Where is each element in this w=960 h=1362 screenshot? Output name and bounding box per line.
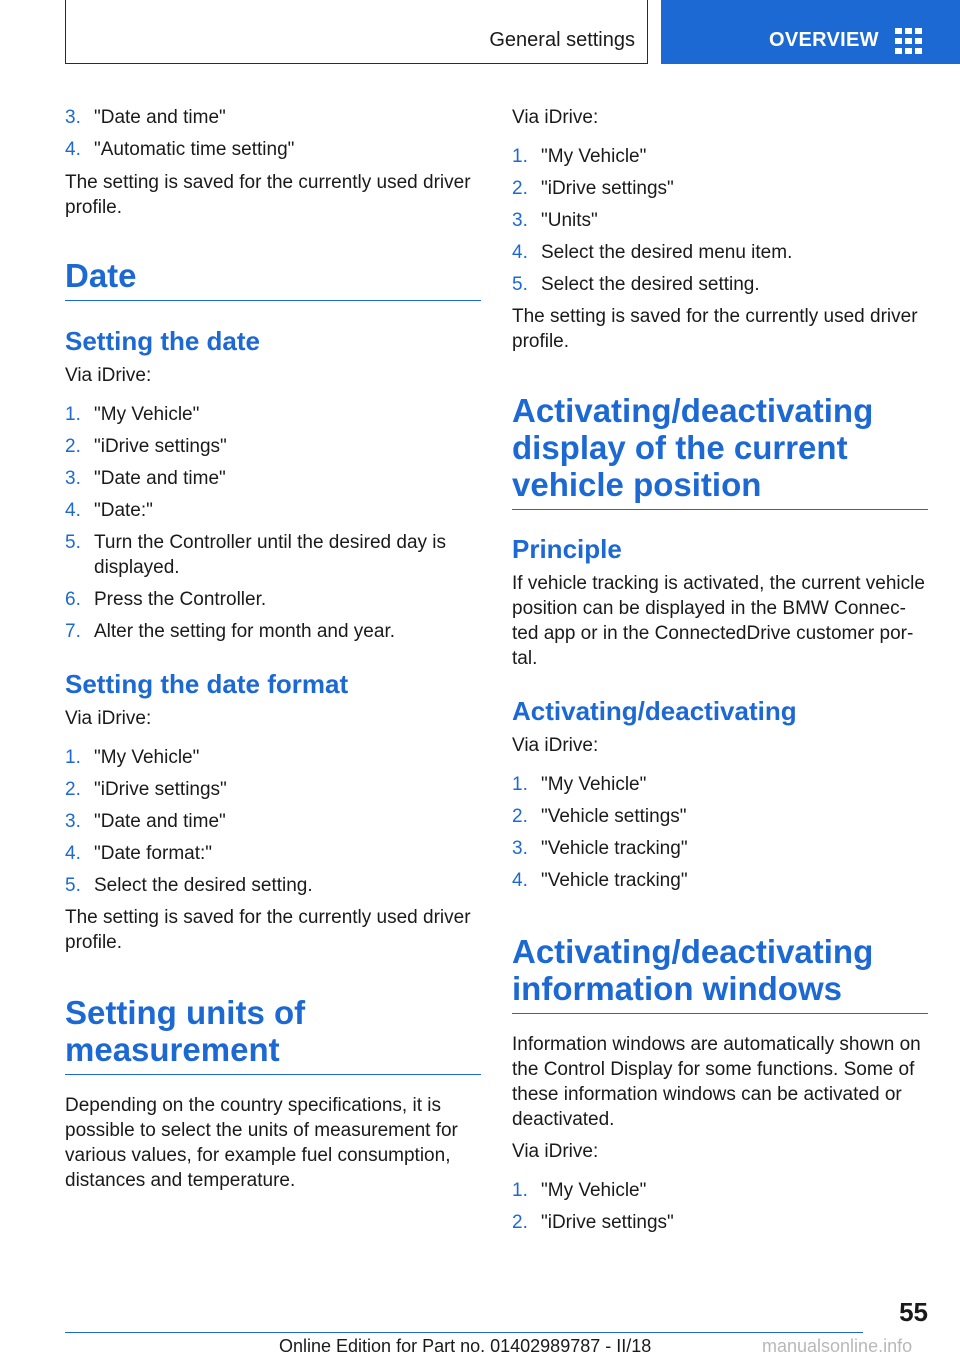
date-format-steps-list	[65, 745, 481, 905]
list-item-text: "Date and time"	[94, 107, 226, 128]
saved-note: The setting is saved for the currently used driver profile.	[512, 306, 918, 352]
list-item-text: "Automatic time setting"	[94, 139, 295, 160]
list-item	[65, 434, 481, 459]
list-item-number: 1.	[65, 747, 81, 768]
list-item-number: 4.	[512, 870, 528, 891]
list-item	[65, 498, 481, 523]
list-item-number: 5.	[512, 274, 528, 295]
list-item-number: 5.	[65, 532, 81, 553]
heading-units: Setting units of measurement	[65, 994, 481, 1075]
list-item-number: 1.	[512, 1180, 528, 1201]
list-item	[65, 809, 481, 834]
list-item	[65, 745, 481, 770]
via-idrive: Via iDrive:	[512, 1141, 599, 1162]
via-idrive: Via iDrive:	[512, 107, 599, 128]
tracking-steps-list	[512, 772, 928, 900]
list-item	[65, 105, 481, 130]
list-item-text: "My Vehicle"	[541, 1180, 647, 1201]
list-item-text: "Date and time"	[94, 811, 226, 832]
list-item-text: "My Vehicle"	[541, 774, 647, 795]
list-item-number: 3.	[512, 210, 528, 231]
units-description: Depending on the country specifications, it is possible to select the units of measurement for various values, for example fuel consumption, distances and temperature.	[65, 1095, 458, 1191]
list-item-text: "Date and time"	[94, 468, 226, 489]
list-item-number: 5.	[65, 875, 81, 896]
list-item-number: 1.	[65, 404, 81, 425]
units-steps-list	[512, 144, 928, 304]
list-item	[65, 873, 481, 898]
list-item-text: "iDrive settings"	[541, 1212, 674, 1233]
heading-activating: Activating/deactivating	[512, 696, 797, 726]
list-item	[65, 587, 481, 612]
via-idrive: Via iDrive:	[65, 365, 152, 386]
header-overview-tab[interactable]	[661, 0, 960, 64]
footer-divider	[65, 1332, 863, 1333]
info-windows-text: Information windows are automatically shown on the Control Display for some functions. Some of these information windows can be activated or deactivated.	[512, 1034, 921, 1130]
list-item	[512, 176, 928, 201]
header-overview-label: OVERVIEW	[769, 29, 879, 51]
principle-text: If vehicle tracking is activated, the current vehicle position can be displayed in the BMW Connec‐ted app or in the ConnectedDrive customer por‐tal.	[512, 573, 925, 669]
list-item-number: 3.	[512, 838, 528, 859]
list-item-number: 2.	[512, 1212, 528, 1233]
list-item	[512, 1178, 928, 1203]
list-item-number: 6.	[65, 589, 81, 610]
page-number: 55	[899, 1297, 928, 1327]
saved-note: The setting is saved for the currently used driver profile.	[65, 172, 471, 218]
grid-icon[interactable]	[895, 28, 922, 54]
date-steps-list	[65, 402, 481, 651]
list-item-number: 4.	[65, 500, 81, 521]
list-item-text: "Vehicle settings"	[541, 806, 687, 827]
list-item-number: 4.	[65, 843, 81, 864]
list-item	[512, 208, 928, 233]
list-item	[65, 777, 481, 802]
saved-note: The setting is saved for the currently used driver profile.	[65, 907, 471, 953]
list-item	[65, 841, 481, 866]
list-item-text: Select the desired setting.	[541, 274, 760, 295]
list-item-number: 2.	[512, 178, 528, 199]
heading-principle: Principle	[512, 534, 622, 564]
footer-edition: Online Edition for Part no. 01402989787 - II/18	[279, 1336, 652, 1356]
via-idrive: Via iDrive:	[512, 735, 599, 756]
heading-date-format: Setting the date format	[65, 669, 349, 699]
footer-watermark: manualsonline.info	[762, 1336, 913, 1356]
list-item	[65, 402, 481, 427]
heading-date: Date	[65, 257, 481, 301]
list-item	[512, 240, 928, 265]
list-item-number: 2.	[65, 779, 81, 800]
list-item-text: Turn the Controller until the desired day is displayed.	[94, 532, 447, 578]
list-item-text: "My Vehicle"	[541, 146, 647, 167]
list-item	[512, 1210, 928, 1235]
list-item	[65, 466, 481, 491]
list-item-number: 1.	[512, 146, 528, 167]
list-item-text: "Vehicle tracking"	[541, 838, 688, 859]
heading-info-windows: Activating/deactivating information windows	[512, 933, 928, 1014]
list-item	[512, 144, 928, 169]
list-item-text: "iDrive settings"	[94, 436, 227, 457]
list-item-number: 1.	[512, 774, 528, 795]
list-item-number: 4.	[65, 139, 81, 160]
header-section-title: General settings	[489, 29, 635, 51]
list-item-text: "Date format:"	[94, 843, 213, 864]
list-item-text: "My Vehicle"	[94, 747, 200, 768]
list-item	[512, 868, 928, 893]
intro-list	[65, 105, 481, 169]
list-item-text: Select the desired setting.	[94, 875, 313, 896]
list-item-number: 3.	[65, 468, 81, 489]
list-item	[65, 137, 481, 162]
list-item	[512, 836, 928, 861]
list-item-text: Press the Controller.	[94, 589, 267, 610]
list-item-text: Select the desired menu item.	[541, 242, 793, 263]
list-item-number: 7.	[65, 621, 81, 642]
list-item-number: 4.	[512, 242, 528, 263]
list-item-number: 3.	[65, 107, 81, 128]
list-item	[512, 772, 928, 797]
list-item-text: "iDrive settings"	[94, 779, 227, 800]
header-section-tab	[65, 0, 648, 64]
via-idrive: Via iDrive:	[65, 708, 152, 729]
list-item-text: "Units"	[541, 210, 598, 231]
info-steps-list	[512, 1178, 928, 1242]
list-item-text: Alter the setting for month and year.	[94, 621, 396, 642]
list-item-text: "Date:"	[94, 500, 153, 521]
list-item-number: 2.	[65, 436, 81, 457]
list-item-number: 3.	[65, 811, 81, 832]
heading-vehicle-position: Activating/deactivating display of the current vehicle position	[512, 392, 928, 510]
heading-setting-date: Setting the date	[65, 326, 261, 356]
list-item	[65, 619, 481, 644]
list-item-text: "Vehicle tracking"	[541, 870, 688, 891]
list-item	[512, 804, 928, 829]
list-item	[65, 530, 481, 580]
list-item	[512, 272, 928, 297]
list-item-number: 2.	[512, 806, 528, 827]
list-item-text: "iDrive settings"	[541, 178, 674, 199]
list-item-text: "My Vehicle"	[94, 404, 200, 425]
